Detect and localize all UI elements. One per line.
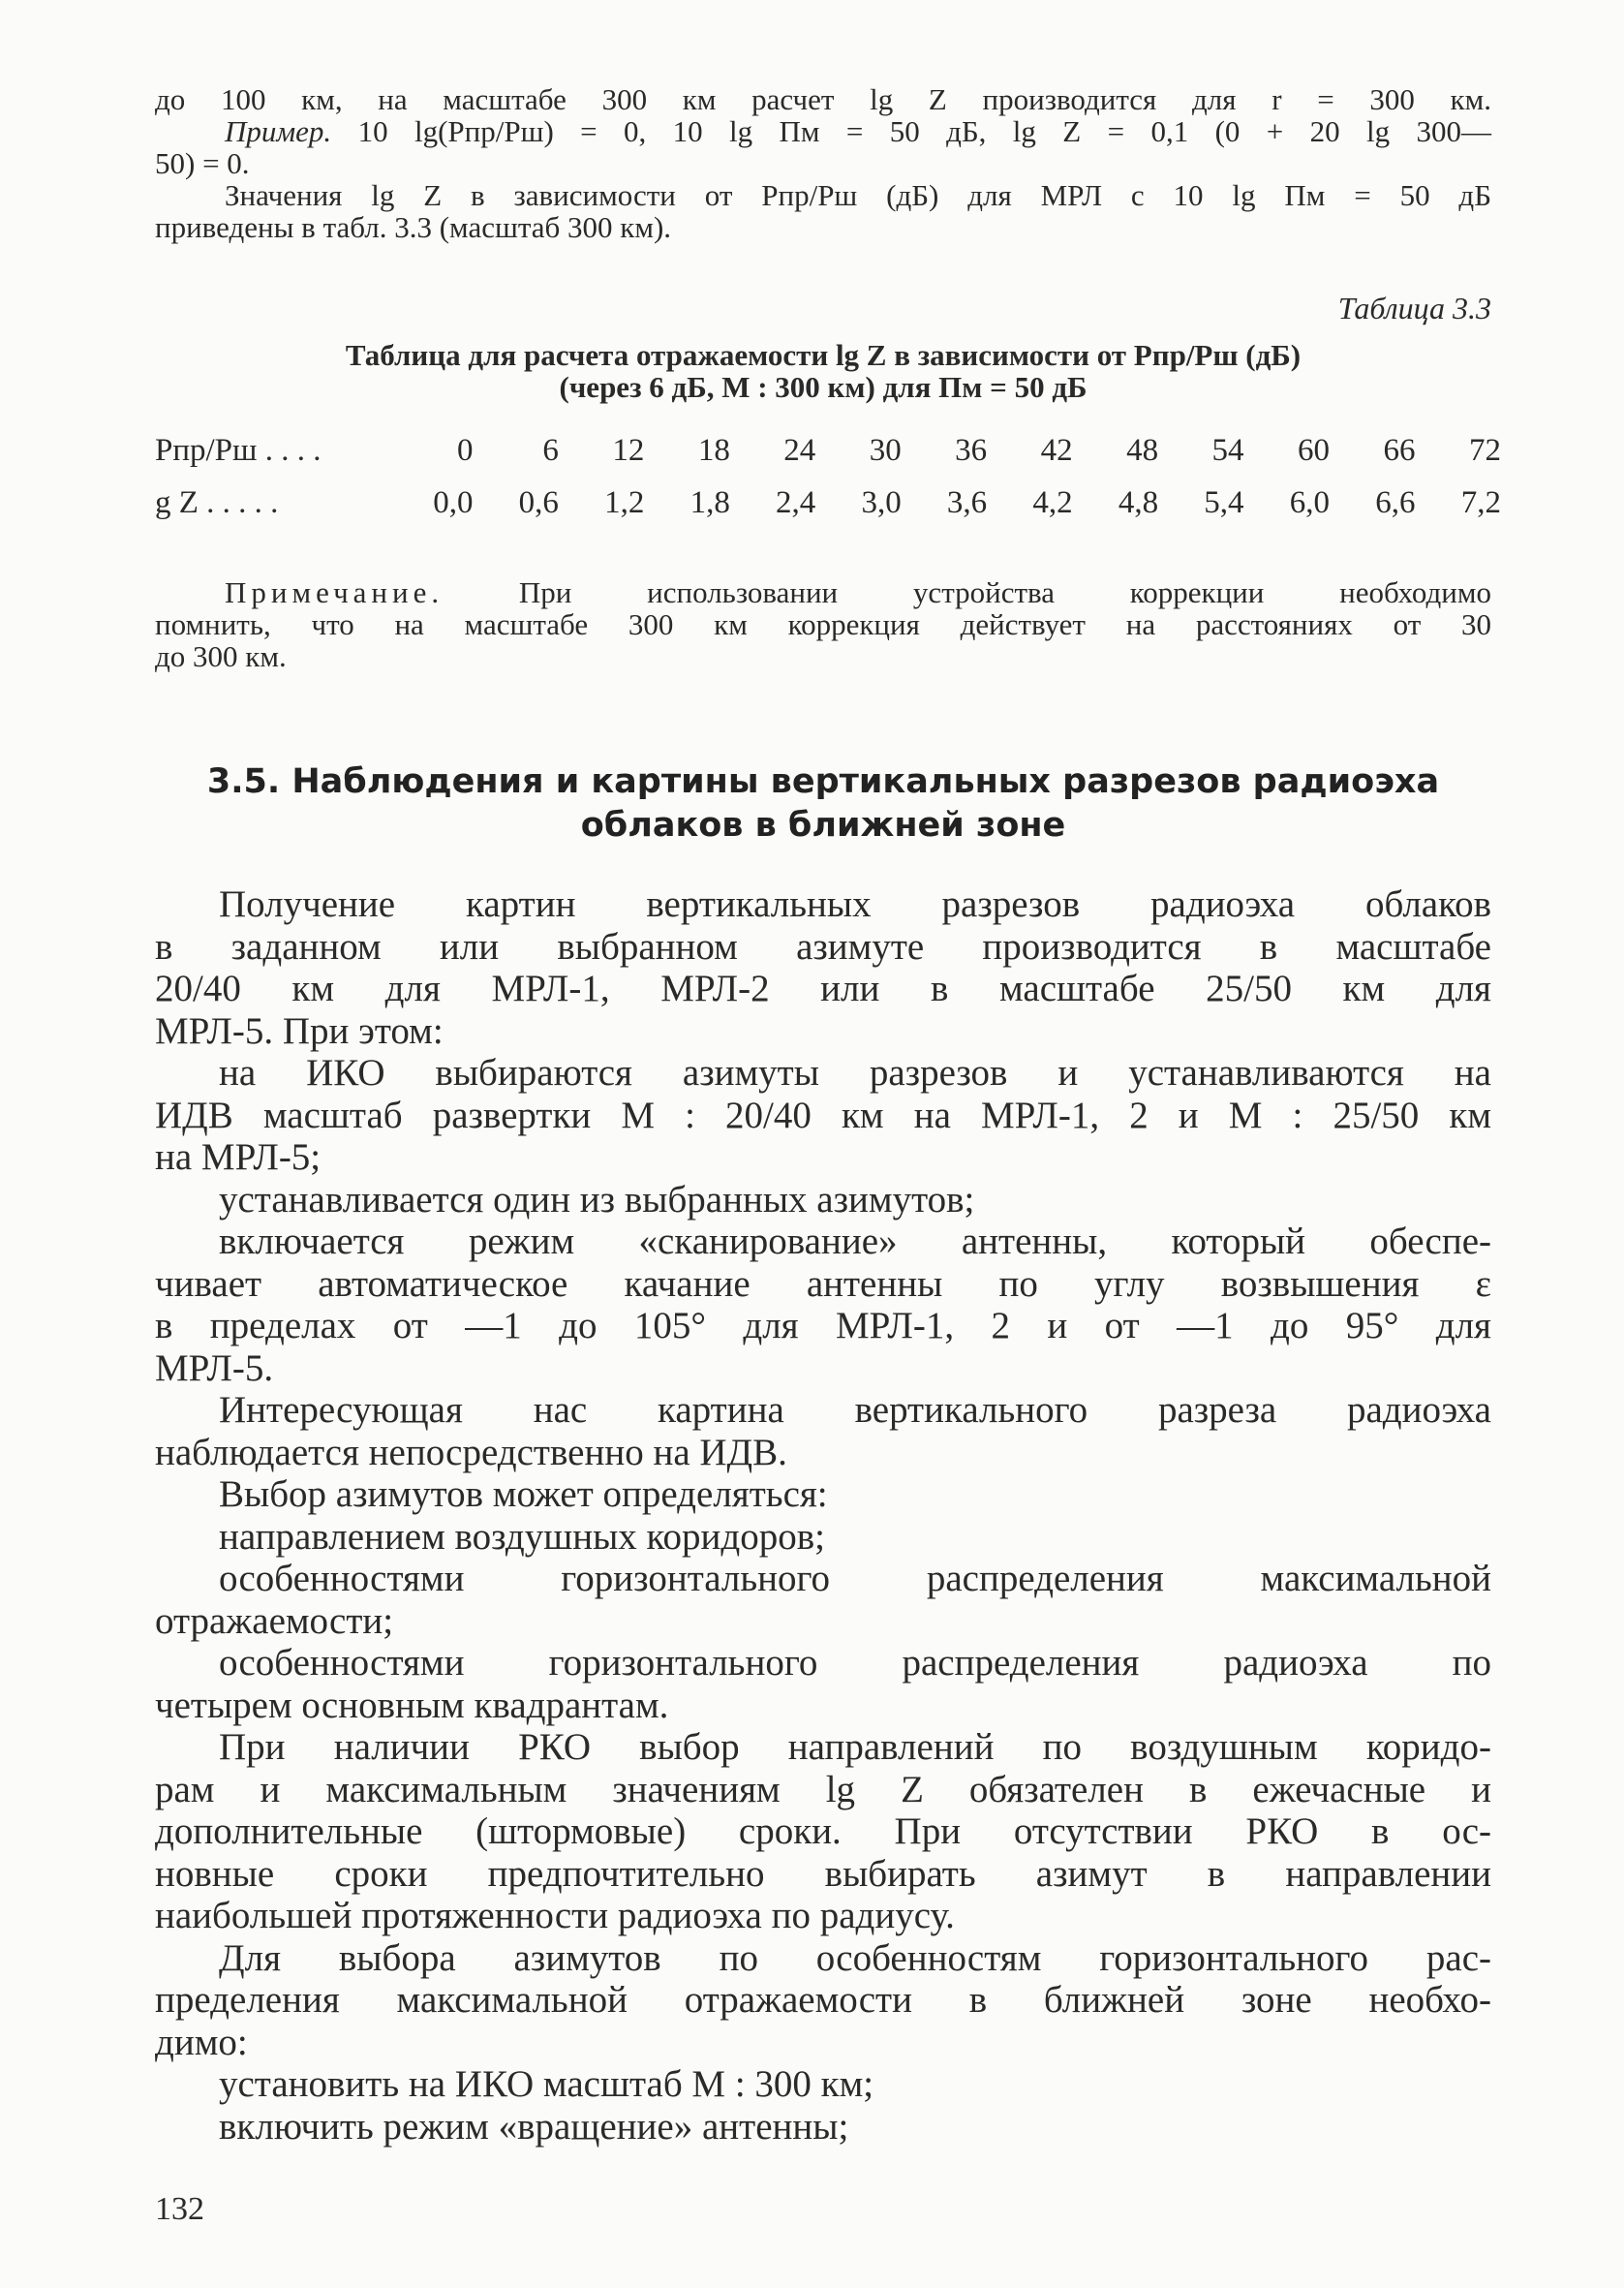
table-body <box>155 424 1501 529</box>
table-cell: 60 <box>1297 432 1330 468</box>
example-line <box>155 115 1491 147</box>
table-cell: 6,6 <box>1375 484 1416 520</box>
text-line: включается режим «сканирование» антенны, который обеспе- <box>219 1221 1491 1262</box>
table-caption-line: (через 6 дБ, М : 300 км) для Пм = 50 дБ <box>559 370 1088 404</box>
table-cell: 3,0 <box>861 484 902 520</box>
text-line: Для выбора азимутов по особенностям горизонтального рас- <box>219 1936 1491 1979</box>
table-cell: 18 <box>697 432 730 468</box>
table-cell: 3,6 <box>946 484 988 520</box>
text-line: пределения максимальной отражаемости в ближней зоне необхо- <box>155 1979 1491 2021</box>
text-line: на ИКО выбираются азимуты разрезов и устанавливаются на <box>219 1052 1491 1094</box>
table-cell: 6 <box>542 432 559 468</box>
table-cell: 7,2 <box>1460 484 1501 520</box>
text-line: особенностями горизонтального распределения максимальной <box>219 1558 1491 1599</box>
note-line: помнить, что на масштабе 300 км коррекция действует на расстояниях от 30 <box>155 607 1491 641</box>
reflectivity-table <box>155 424 1501 529</box>
text-line: рам и максимальным значениям lg Z обязателен в ежечасные и <box>155 1768 1491 1810</box>
table-label: Таблица 3.3 <box>1337 291 1491 325</box>
text-line: в заданном или выбранном азимуте производится в масштабе <box>155 925 1491 968</box>
example-label: Пример. <box>225 114 332 148</box>
text-line: ИДВ масштаб развертки М : 20/40 км на МРЛ-1, 2 и М : 25/50 км <box>155 1094 1491 1136</box>
text-line: димо: <box>155 2021 248 2063</box>
body-paragraph <box>155 1179 1491 1221</box>
table-cell: 54 <box>1211 432 1244 468</box>
note-line: до 300 км. <box>155 639 287 673</box>
table-cell: 72 <box>1469 432 1501 468</box>
table-cell: 2,4 <box>776 484 816 520</box>
body-paragraph <box>155 1516 1491 1559</box>
row-label: g Z . . . . . <box>155 484 279 520</box>
table-cell: 66 <box>1383 432 1416 468</box>
section-title-line: облаков в ближней зоне <box>580 806 1066 845</box>
body-paragraph <box>155 1389 1491 1473</box>
text-line: МРЛ-5. При этом: <box>155 1009 444 1052</box>
text-line: отражаемости; <box>155 1599 394 1642</box>
text-line: направлением воздушных коридоров; <box>219 1515 825 1558</box>
text-line: Выбор азимутов может определяться: <box>219 1473 828 1515</box>
table-cell: 1,2 <box>604 484 645 520</box>
table-cell: 30 <box>869 432 902 468</box>
body-paragraph <box>155 1642 1491 1726</box>
table-cell: 0 <box>456 432 474 468</box>
table-cell: 48 <box>1126 432 1159 468</box>
table-cell: 42 <box>1040 432 1073 468</box>
body-paragraph <box>155 2063 1491 2106</box>
note-label: Примечание. <box>225 575 444 609</box>
table-caption <box>155 339 1491 403</box>
text-line: Интересующая нас картина вертикального разреза радиоэха <box>219 1389 1491 1431</box>
body-paragraph <box>155 1726 1491 1937</box>
note-text: При использовании устройства коррекции необходимо <box>518 575 1492 609</box>
text-line: 20/40 км для МРЛ-1, МРЛ-2 или в масштабе 25/50 км для <box>155 968 1491 1009</box>
text-line: наибольшей протяженности радиоэха по радиусу. <box>155 1895 955 1936</box>
row-label: Pпр/Pш . . . . <box>155 432 322 468</box>
text-line: наблюдается непосредственно на ИДВ. <box>155 1431 787 1473</box>
values-line: Значения lg Z в зависимости от Pпр/Pш (дБ) для МРЛ с 10 lg Пм = 50 дБ <box>225 178 1491 212</box>
section-title-line: 3.5. Наблюдения и картины вертикальных разрезов радиоэха <box>206 762 1440 801</box>
intro-line: до 100 км, на масштабе 300 км расчет lg Z производится для r = 300 км. <box>155 82 1491 116</box>
text-line: особенностями горизонтального распределения радиоэха по <box>219 1642 1491 1684</box>
text-line: Получение картин вертикальных разрезов радиоэха облаков <box>219 883 1491 925</box>
body-paragraph <box>155 1052 1491 1179</box>
table-cell: 24 <box>783 432 816 468</box>
table-cell: 6,0 <box>1289 484 1330 520</box>
note-block <box>155 576 1491 672</box>
text-line: устанавливается один из выбранных азимутов; <box>219 1178 975 1221</box>
example-continuation: 50) = 0. <box>155 146 250 180</box>
text-line: четырем основным квадрантам. <box>155 1684 669 1726</box>
body-paragraph <box>155 1937 1491 2064</box>
table-cell: 4,2 <box>1032 484 1073 520</box>
body-paragraph <box>155 883 1491 1052</box>
text-line: установить на ИКО масштаб М : 300 км; <box>219 2063 874 2105</box>
body-paragraph <box>155 1221 1491 1389</box>
table-row <box>155 424 1501 477</box>
text-line: на МРЛ-5; <box>155 1136 322 1178</box>
table-row <box>155 477 1501 529</box>
table-cell: 5,4 <box>1204 484 1244 520</box>
table-cell: 1,8 <box>689 484 730 520</box>
text-line: чивает автоматическое качание антенны по углу возвышения ε <box>155 1262 1491 1305</box>
intro-block <box>155 83 1491 243</box>
body-paragraph <box>155 2106 1491 2149</box>
table-caption-line: Таблица для расчета отражаемости lg Z в зависимости от Pпр/Pш (дБ) <box>345 338 1302 372</box>
page-number: 132 <box>155 2191 204 2227</box>
text-line: включить режим «вращение» антенны; <box>219 2105 849 2148</box>
note-line <box>155 576 1491 608</box>
body-paragraph <box>155 1558 1491 1642</box>
table-cell: 36 <box>955 432 988 468</box>
table-cell: 0,6 <box>518 484 559 520</box>
text-line: в пределах от —1 до 105° для МРЛ-1, 2 и от —1 до 95° для <box>155 1305 1491 1346</box>
values-continuation: приведены в табл. 3.3 (масштаб 300 км). <box>155 210 672 244</box>
body-text <box>155 883 1491 2148</box>
section-title <box>155 760 1491 848</box>
text-line: При наличии РКО выбор направлений по воздушным коридо- <box>219 1726 1491 1768</box>
text-line: дополнительные (штормовые) сроки. При отсутствии РКО в ос- <box>155 1810 1491 1852</box>
table-cell: 12 <box>612 432 645 468</box>
text-line: новные сроки предпочтительно выбирать азимут в направлении <box>155 1852 1491 1895</box>
table-cell: 0,0 <box>433 484 474 520</box>
body-paragraph <box>155 1473 1491 1516</box>
example-text: 10 lg(Pпр/Pш) = 0, 10 lg Пм = 50 дБ, lg Z = 0,1 (0 + 20 lg 300— <box>357 114 1492 148</box>
table-cell: 4,8 <box>1118 484 1159 520</box>
text-line: МРЛ-5. <box>155 1346 274 1389</box>
